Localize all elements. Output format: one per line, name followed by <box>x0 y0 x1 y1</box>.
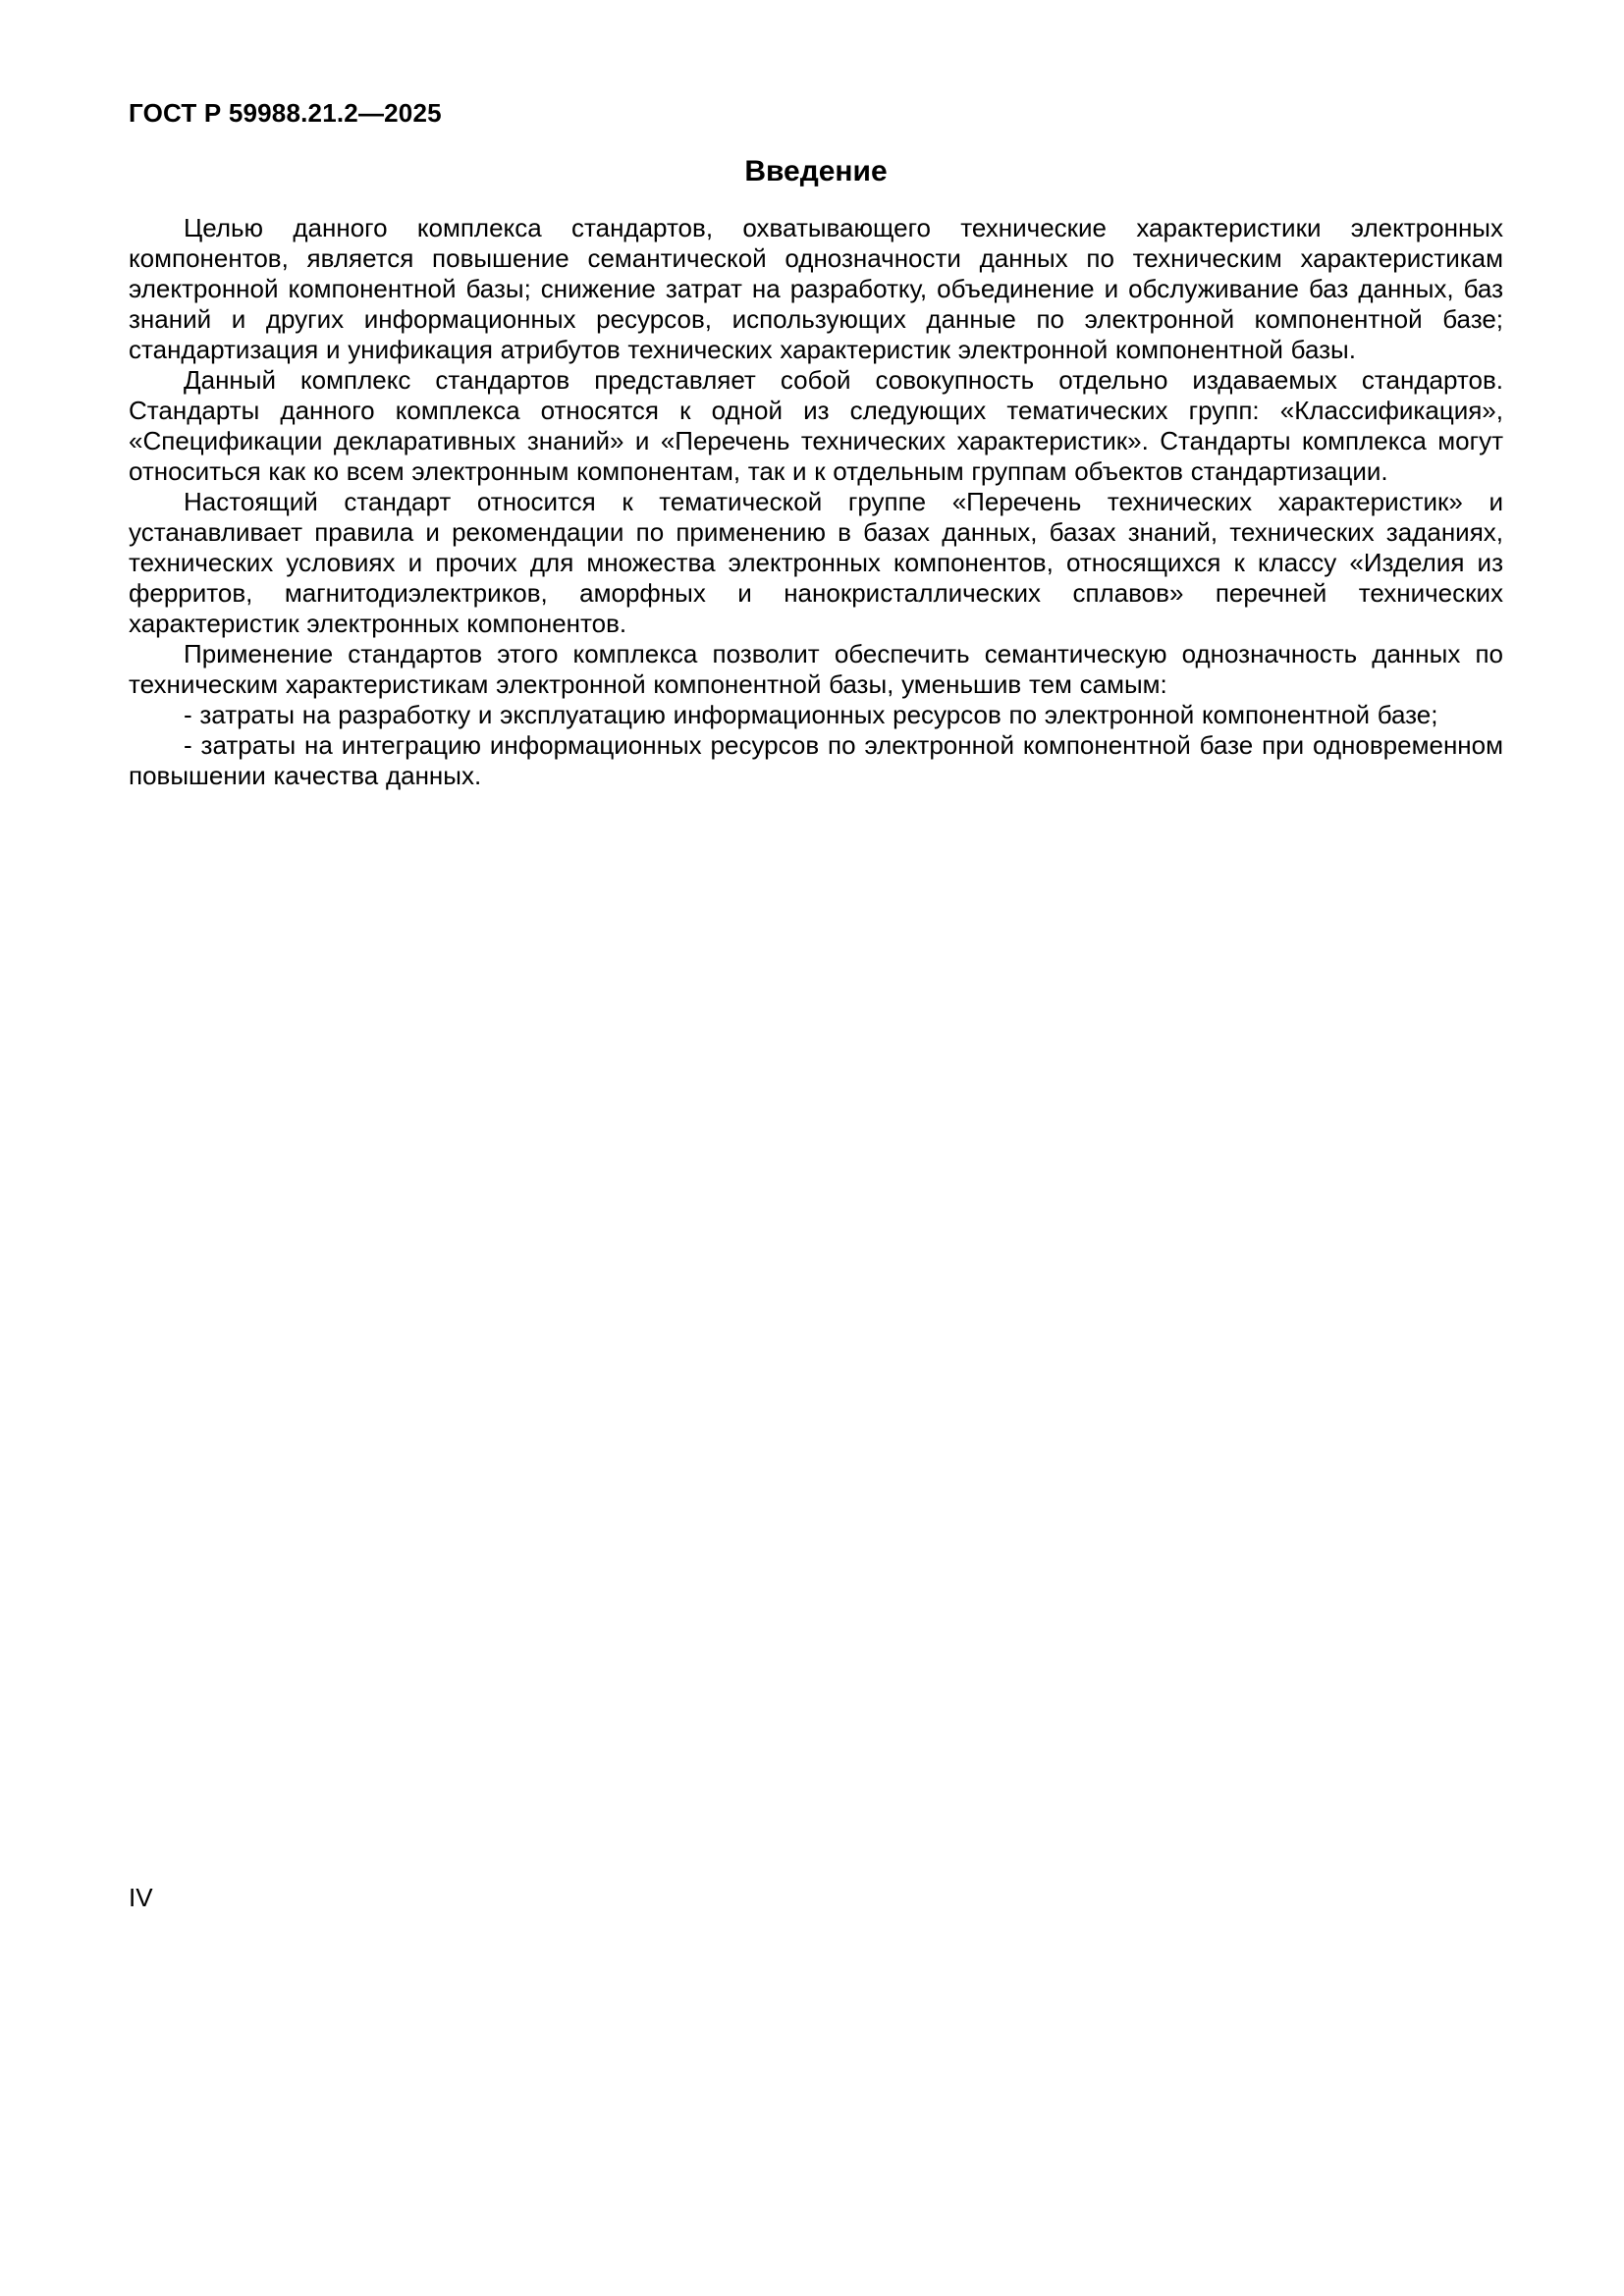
standard-designation: ГОСТ Р 59988.21.2—2025 <box>129 98 442 128</box>
paragraph-2: Данный комплекс стандартов представляет собой совокупность отдельно издаваемых стандартов. Стандарты данного комплекса относятся к одной из следующих тематических групп: «Классификация», «Спецификации декларативных знаний» и «Перечень технических характеристик». Стандарты комплекса могут относиться как ко всем электронным компонентам, так и к отдельным группам объектов стандартизации. <box>129 365 1503 486</box>
paragraph-4: Применение стандартов этого комплекса позволит обеспечить семантическую однозначность данных по техническим характеристикам электронной компонентной базы, уменьшив тем самым: <box>129 639 1503 699</box>
list-item-1: - затраты на разработку и эксплуатацию информационных ресурсов по электронной компонентной базе; <box>184 700 1438 729</box>
section-title: Введение <box>744 155 888 187</box>
page-number: IV <box>129 1883 153 1912</box>
document-body <box>129 213 1503 791</box>
paragraph-3: Настоящий стандарт относится к тематической группе «Перечень технических характеристик» и устанавливает правила и рекомендации по применению в базах данных, базах знаний, технических заданиях, технических условиях и прочих для множества электронных компонентов, относящихся к классу «Изделия из ферритов, магнитодиэлектриков, аморфных и нанокристаллических сплавов» перечней технических характеристик электронных компонентов. <box>129 487 1503 638</box>
page-content <box>129 98 1503 791</box>
list-item-2: - затраты на интеграцию информационных ресурсов по электронной компонентной базе при одновременном повышении качества данных. <box>129 730 1503 790</box>
paragraph-1: Целью данного комплекса стандартов, охватывающего технические характеристики электронных компонентов, является повышение семантической однозначности данных по техническим характеристикам электронной компонентной базы; снижение затрат на разработку, объединение и обслуживание баз данных, баз знаний и других информационных ресурсов, использующих данные по электронной компонентной базе; стандартизация и унификация атрибутов технических характеристик электронной компонентной базы. <box>129 213 1503 364</box>
